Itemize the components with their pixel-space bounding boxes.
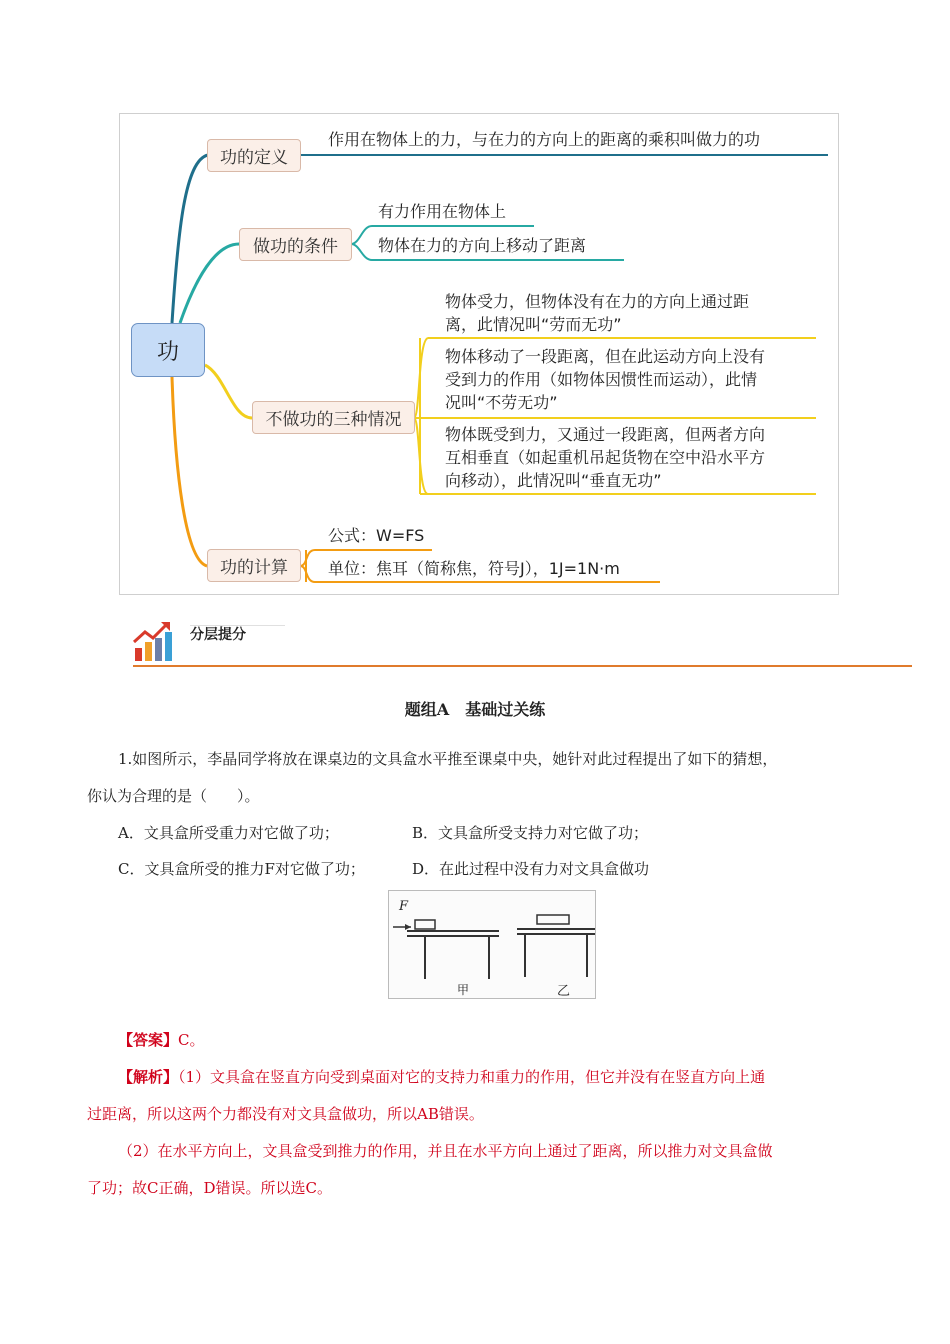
option-d: D．在此过程中没有力对文具盒做功 <box>412 860 650 878</box>
section-title-rule <box>190 625 285 626</box>
calculation-formula: 公式：W=FS <box>328 526 425 545</box>
no-work-case-3: 物体既受到力，又通过一段距离，但两者方向 互相垂直（如起重机吊起货物在空中沿水平方 向移动），此情况叫“垂直无功” <box>445 425 766 490</box>
no-work-case-1: 物体受力，但物体没有在力的方向上通过距 离，此情况叫“劳而无功” <box>445 292 750 334</box>
condition-item-2: 物体在力的方向上移动了距离 <box>378 236 587 255</box>
section-divider <box>133 665 912 667</box>
option-c: C．文具盒所受的推力F对它做了功； <box>118 860 365 878</box>
group-title: 题组A 基础过关练 <box>404 700 546 719</box>
branch-condition-node: 做功的条件 <box>239 228 352 261</box>
branch-no-work-node: 不做功的三种情况 <box>252 401 415 434</box>
section-title: 分层提分 <box>190 627 246 643</box>
question-stem-line1: 1.如图所示，李晶同学将放在课桌边的文具盒水平推至课桌中央，她针对此过程提出了如下的猜想， <box>118 750 778 768</box>
analysis-line3: （2）在水平方向上，文具盒受到推力的作用，并且在水平方向上通过了距离，所以推力对文具盒做 <box>118 1142 773 1160</box>
analysis-line4: 了功；故C正确，D错误。所以选C。 <box>87 1179 332 1197</box>
figure-caption-left: 甲 <box>457 983 470 997</box>
answer-value: C。 <box>178 1031 205 1049</box>
growth-chart-icon <box>131 618 179 664</box>
force-label: F <box>399 899 409 914</box>
definition-text: 作用在物体上的力，与在力的方向上的距离的乘积叫做力的功 <box>328 130 761 149</box>
answer <box>118 1021 205 1059</box>
option-a: A．文具盒所受重力对它做了功； <box>118 824 339 842</box>
no-work-case-2: 物体移动了一段距离，但在此运动方向上没有 受到力的作用（如物体因惯性而运动），此情 况叫“不劳无功” <box>445 347 766 412</box>
calculation-unit: 单位：焦耳（简称焦，符号J），1J=1N·m <box>328 559 620 578</box>
branch-calculation-node: 功的计算 <box>207 549 301 582</box>
question-stem-line2: 你认为合理的是（ ）。 <box>87 787 260 805</box>
analysis-tag: 【解析】 <box>118 1068 179 1086</box>
branch-definition-node: 功的定义 <box>207 139 301 172</box>
figure-caption-right: 乙 <box>557 984 571 999</box>
condition-item-1: 有力作用在物体上 <box>378 202 507 221</box>
analysis-line2: 过距离，所以这两个力都没有对文具盒做功，所以AB错误。 <box>87 1105 484 1123</box>
pencil-box-right <box>537 915 569 924</box>
mindmap-root-node: 功 <box>131 323 205 377</box>
analysis-line1: 【解析】（1）文具盒在竖直方向受到桌面对它的支持力和重力的作用，但它并没有在竖直方向上通 <box>118 1068 766 1086</box>
option-b: B．文具盒所受支持力对它做了功； <box>412 824 649 842</box>
question-figure <box>388 890 596 999</box>
pencil-box-left <box>415 920 435 929</box>
answer-tag: 【答案】 <box>118 1031 179 1049</box>
